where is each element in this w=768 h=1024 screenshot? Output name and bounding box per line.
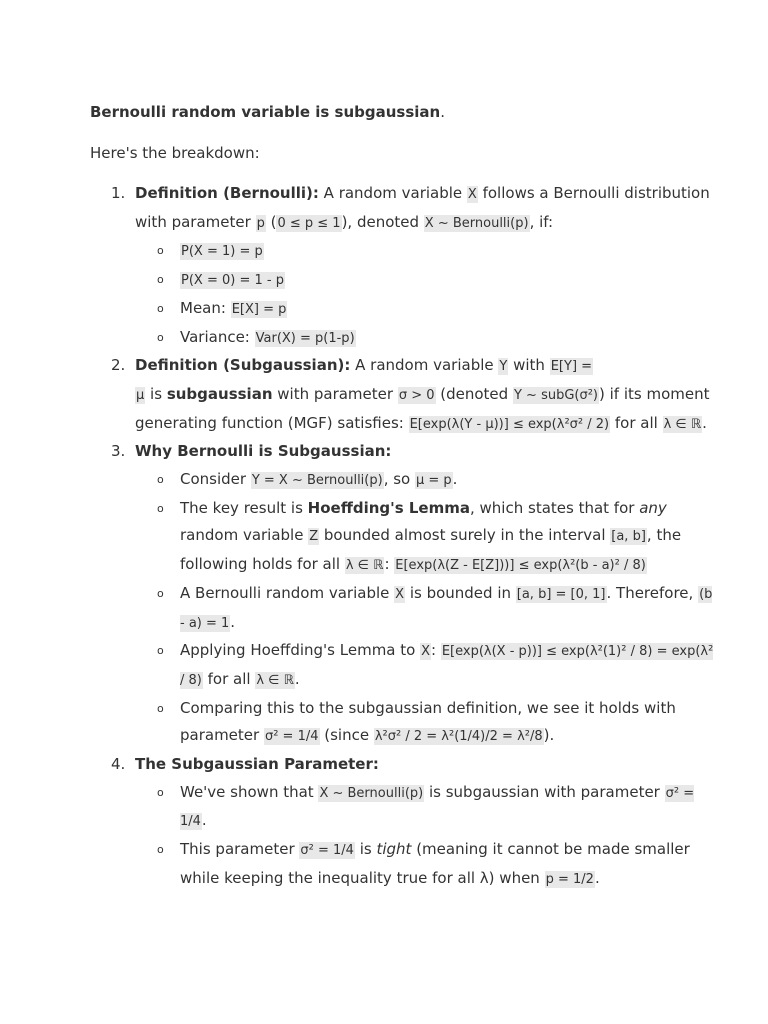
- text-run: ) if its moment generating function (MGF) satisfies:: [135, 384, 710, 432]
- inline-code: X: [467, 187, 477, 202]
- bold-text: The Subgaussian Parameter:: [135, 755, 379, 774]
- text-run: follows a Bernoulli distribution with parameter: [135, 184, 710, 231]
- sub-list-item: [157, 266, 715, 295]
- inline-code: λ ∈ ℝ: [345, 558, 384, 574]
- text-run: , the following holds for all: [180, 526, 682, 574]
- sub-list: [135, 466, 715, 751]
- text-run: Comparing this to the subgaussian definition, we see it holds with parameter: [180, 698, 676, 745]
- inline-code: E[exp(λ(X - p))] ≤ exp(λ²(1)² / 8) = exp(λ² / 8): [180, 644, 714, 688]
- text-run: :: [431, 641, 441, 660]
- text-run: ), denoted: [341, 212, 424, 231]
- text-run: The key result is: [180, 498, 308, 517]
- inline-code: [a, b] = [0, 1]: [516, 586, 606, 602]
- text-run: for all: [610, 413, 663, 432]
- inline-code: Y = X ~ Bernoulli(p): [251, 473, 383, 489]
- text-run: This parameter: [180, 840, 300, 859]
- text-run: Mean:: [180, 298, 231, 317]
- list-item: [111, 180, 715, 352]
- breakdown-list: [90, 180, 715, 894]
- text-run: .: [594, 868, 600, 887]
- text-run: bounded almost surely in the interval: [319, 526, 611, 545]
- list-number: 1.: [111, 184, 126, 202]
- text-run: Variance:: [180, 327, 255, 346]
- document-title: [90, 101, 445, 123]
- inline-code: E[X] = p: [231, 301, 287, 317]
- text-run: A random variable: [318, 184, 467, 202]
- bullet-icon: o: [157, 644, 164, 658]
- sub-list-item: [157, 580, 715, 637]
- text-run: A random variable: [350, 356, 499, 375]
- text-run: .: [201, 811, 207, 830]
- text-run: , so: [383, 470, 415, 489]
- inline-code: E[exp(λ(Y - μ))] ≤ exp(λ²σ² / 2): [409, 416, 610, 432]
- text-run: (meaning it cannot be made smaller while keeping the inequality true for all λ) when: [180, 840, 690, 887]
- text-run: with parameter: [272, 384, 398, 403]
- inline-code: [a, b]: [611, 529, 646, 545]
- text-run: A Bernoulli random variable: [180, 583, 395, 602]
- text-run: is subgaussian with parameter: [424, 782, 665, 801]
- inline-code: Y ~ subG(σ²): [513, 387, 598, 403]
- inline-code: μ = p: [415, 473, 452, 489]
- italic-text: tight: [376, 840, 412, 859]
- text-run: ).: [543, 726, 555, 745]
- title-bold: Bernoulli random variable is subgaussian: [90, 103, 441, 121]
- inline-code: μ: [136, 387, 145, 403]
- sub-list-item: [157, 324, 715, 353]
- sub-list-item: [157, 695, 715, 751]
- inline-code: E[exp(λ(Z - E[Z]))] ≤ exp(λ²(b - a)² / 8): [395, 558, 646, 574]
- text-run: random variable: [180, 526, 309, 545]
- list-number: 2.: [111, 356, 126, 375]
- inline-code: X: [395, 586, 405, 602]
- sub-list: [135, 237, 715, 352]
- text-run: .: [702, 413, 707, 432]
- bold-text: Hoeffding's Lemma: [307, 498, 470, 517]
- list-number: 4.: [111, 755, 126, 774]
- inline-code: λ ∈ ℝ: [663, 416, 702, 432]
- text-run: (: [265, 212, 277, 231]
- sub-list-item: [157, 637, 715, 694]
- inline-code: P(X = 1) = p: [181, 244, 263, 260]
- sub-list-item: [157, 466, 715, 495]
- list-number: 3.: [111, 442, 126, 461]
- bullet-icon: o: [157, 701, 164, 715]
- bullet-icon: o: [157, 244, 164, 258]
- text-run: is: [354, 840, 377, 859]
- inline-code: P(X = 0) = 1 - p: [181, 273, 284, 289]
- text-run: . Therefore,: [606, 583, 699, 602]
- text-run: .: [230, 612, 236, 631]
- text-run: We've shown that: [180, 782, 319, 801]
- inline-code: p = 1/2: [545, 871, 594, 887]
- text-run: (since: [319, 726, 374, 745]
- bold-text: Why Bernoulli is Subgaussian:: [135, 442, 392, 461]
- text-run: .: [294, 669, 300, 688]
- list-item: [111, 352, 715, 438]
- inline-code: λ²σ² / 2 = λ²(1/4)/2 = λ²/8: [374, 729, 543, 745]
- inline-code: p: [256, 215, 265, 231]
- bullet-icon: o: [157, 785, 164, 799]
- inline-code: X: [421, 644, 430, 660]
- bullet-icon: o: [157, 843, 164, 857]
- text-run: is bounded in: [405, 583, 516, 602]
- italic-text: any: [639, 498, 667, 517]
- text-run: , if:: [529, 212, 554, 231]
- inline-code: Z: [309, 529, 319, 545]
- bold-text: subgaussian: [166, 384, 273, 403]
- text-run: is: [145, 384, 167, 403]
- inline-code: (b - a) = 1: [180, 586, 713, 631]
- title-tail: .: [440, 103, 445, 121]
- intro-text: Here's the breakdown:: [90, 144, 260, 162]
- inline-code: σ > 0: [398, 387, 435, 403]
- bullet-icon: o: [157, 501, 164, 515]
- inline-code: σ² = 1/4: [300, 843, 354, 859]
- text-run: :: [384, 555, 395, 574]
- inline-code: X ~ Bernoulli(p): [424, 215, 529, 231]
- text-run: , which states that for: [470, 498, 640, 517]
- bullet-icon: o: [157, 473, 164, 487]
- bold-text: Definition (Bernoulli):: [135, 184, 319, 202]
- inline-code: σ² = 1/4: [264, 729, 319, 745]
- inline-code: 0 ≤ p ≤ 1: [277, 215, 341, 231]
- bullet-icon: o: [157, 301, 164, 315]
- text-run: for all: [202, 669, 256, 688]
- list-item: [111, 438, 715, 751]
- inline-code: E[Y] =: [550, 359, 593, 375]
- inline-code: σ² = 1/4: [180, 785, 695, 830]
- inline-code: Var(X) = p(1-p): [255, 330, 355, 346]
- inline-code: Y: [499, 359, 508, 375]
- text-run: with: [508, 356, 550, 375]
- sub-list-item: [157, 495, 715, 580]
- bullet-icon: o: [157, 330, 164, 344]
- text-run: Consider: [180, 470, 251, 489]
- sub-list-item: [157, 237, 715, 266]
- sub-list-item: [157, 836, 715, 893]
- list-item: [111, 751, 715, 894]
- bold-text: Definition (Subgaussian):: [135, 356, 351, 375]
- inline-code: X ~ Bernoulli(p): [319, 785, 424, 801]
- bullet-icon: o: [157, 586, 164, 600]
- bullet-icon: o: [157, 273, 164, 287]
- sub-list: [135, 779, 715, 894]
- text-run: (denoted: [435, 384, 513, 403]
- text-run: .: [452, 470, 458, 489]
- text-run: Applying Hoeffding's Lemma to: [180, 641, 421, 660]
- sub-list-item: [157, 779, 715, 836]
- inline-code: λ ∈ ℝ: [256, 672, 294, 688]
- sub-list-item: [157, 295, 715, 324]
